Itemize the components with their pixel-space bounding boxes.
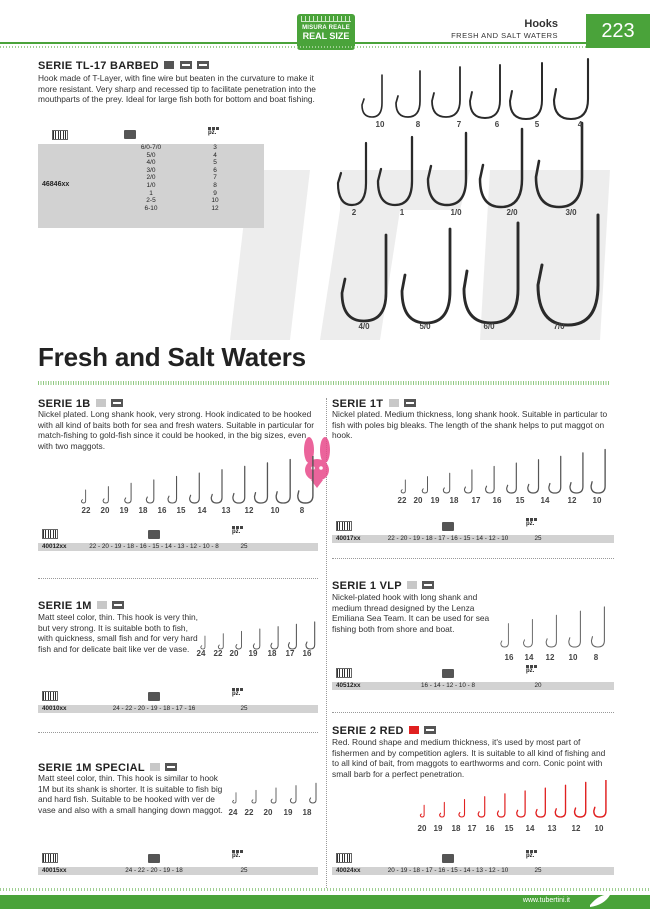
hook-size-label: 15	[176, 506, 186, 515]
hook-drawing	[594, 780, 606, 817]
pieces-label: pz.	[526, 521, 535, 527]
badge-line1: MISURA REALE	[302, 25, 350, 31]
barcode-icon	[336, 853, 352, 863]
hook-size-label: 3/0	[565, 208, 577, 217]
qty-cell: 25	[534, 535, 542, 542]
hook-size-label: 20	[413, 496, 423, 505]
tl17-qty-cell: 4	[213, 151, 217, 159]
hook-10	[362, 75, 382, 117]
matt-finish-icon	[150, 763, 160, 771]
product-code: 40012xx	[42, 543, 67, 550]
hook-size-label: 10	[270, 506, 280, 515]
hook-size-label: 14	[197, 506, 207, 515]
s1t-hooks-illustration	[392, 446, 614, 496]
hook-drawing	[252, 790, 256, 803]
tl17-qty-cell: 10	[211, 197, 219, 205]
hook-drawing	[523, 619, 532, 647]
hook-size-label: 19	[430, 496, 440, 505]
fish-icon	[404, 399, 416, 407]
pieces-icon	[230, 850, 250, 864]
hook-drawing	[253, 629, 259, 649]
hook-drawing	[190, 473, 200, 503]
tl17-code: 46846xx	[42, 181, 70, 188]
header-title: Hooks	[524, 18, 558, 30]
hook-drawing	[464, 470, 471, 493]
pieces-icon	[230, 688, 250, 702]
fish-icon	[111, 399, 123, 407]
hook-drawing	[570, 453, 583, 493]
hook-drawing	[125, 483, 131, 503]
hook-eye-icon	[197, 61, 209, 69]
hook-drawing	[233, 466, 245, 503]
hook-size-label: 20	[417, 824, 427, 833]
s1ms-table-header	[38, 850, 318, 866]
separator	[38, 578, 318, 579]
hook-drawing	[255, 463, 268, 503]
pieces-icon	[230, 526, 250, 540]
header-subtitle: FRESH AND SALT WATERS	[451, 31, 558, 40]
tl17-qty-cell: 3	[213, 144, 217, 151]
hook-size-label: 2	[351, 208, 357, 217]
hook-drawing	[401, 480, 405, 493]
hook-drawing	[420, 805, 424, 817]
hook-size-label: 20	[100, 506, 110, 515]
product-code: 40015xx	[42, 867, 67, 874]
pieces-label: pz.	[232, 853, 241, 859]
pieces-icon	[524, 665, 544, 679]
hook-drawing	[276, 460, 290, 503]
fish-icon	[422, 581, 434, 589]
hook-drawing	[591, 607, 604, 647]
tl17-size-cell: 1/0	[146, 181, 156, 189]
hook-drawing	[546, 615, 556, 647]
hook-drawing	[507, 463, 517, 493]
hook-box-icon	[148, 692, 160, 701]
s2red-hooks-illustration	[412, 780, 614, 820]
ruler-icon	[301, 16, 351, 22]
pieces-label: pz.	[526, 853, 535, 859]
tl17-qty-cell: 6	[213, 166, 217, 174]
hook-size-label: 7/0	[553, 322, 565, 331]
footer-url[interactable]: www.tubertini.it	[522, 897, 570, 904]
sizes-cell: 22 - 20 - 19 - 18 - 16 - 15 - 14 - 13 - 12 - 10 - 8	[89, 543, 219, 550]
hook-7	[432, 67, 460, 117]
tl17-sizes-column	[126, 144, 176, 212]
hook-size-label: 18	[302, 808, 312, 817]
s1m-title	[38, 600, 124, 612]
hook-size-label: 22	[213, 649, 223, 658]
hook-size-label: 12	[571, 824, 581, 833]
s1m-table-header	[38, 688, 318, 704]
matt-finish-icon	[97, 601, 107, 609]
hook-size-label: 18	[138, 506, 148, 515]
hook-drawing	[290, 786, 296, 803]
hook-size-label: 5/0	[419, 322, 431, 331]
hook-drawing	[517, 791, 525, 817]
tl17-title-text: SERIE TL-17 BARBED	[38, 60, 159, 72]
hook-drawing	[575, 782, 586, 817]
hook-size-label: 16	[492, 496, 502, 505]
hook-size-label: 22	[397, 496, 407, 505]
hook-drawing	[201, 636, 205, 649]
hook-box-icon	[442, 854, 454, 863]
qty-cell: 20	[534, 682, 542, 689]
tl17-qty-cell: 12	[211, 204, 219, 212]
hook-size-label: 13	[547, 824, 557, 833]
separator	[332, 558, 614, 559]
qty-cell: 25	[240, 867, 248, 874]
hook-6-0	[464, 223, 518, 323]
hook-size-label: 22	[244, 808, 254, 817]
s1b-table-row	[38, 543, 318, 551]
header-dotted-rule	[0, 46, 586, 48]
tl17-table	[38, 144, 264, 228]
barcode-icon	[42, 853, 58, 863]
black-finish-icon	[164, 61, 174, 69]
hook-size-label: 14	[525, 824, 535, 833]
fish-icon	[165, 763, 177, 771]
hook-size-label: 16	[504, 653, 514, 662]
page-number: 223	[586, 14, 650, 48]
s1t-table-header	[332, 518, 614, 534]
hook-box-icon	[442, 669, 454, 678]
s1b-description: Nickel plated. Long shank hook, very strong. Hook indicated to be hooked with all kind of baits both for sea and fresh waters. Suitable in particular for match-fishing to gold-fish since it could be hooked, in the big sizes, even with two maggots.	[38, 409, 315, 451]
pieces-label: pz.	[232, 691, 241, 697]
s1vlp-table-row	[332, 682, 614, 690]
s2red-table-row	[332, 867, 614, 875]
pieces-label: pz.	[232, 529, 241, 535]
hook-drawing	[536, 788, 545, 817]
hook-size-label: 19	[119, 506, 129, 515]
hook-3-0	[536, 123, 582, 207]
sizes-cell: 22 - 20 - 19 - 18 - 17 - 16 - 15 - 14 - 12 - 10	[387, 535, 509, 542]
hook-6	[470, 65, 500, 118]
hook-size-label: 18	[449, 496, 459, 505]
hook-size-label: 17	[471, 496, 481, 505]
hook-drawing	[497, 794, 504, 817]
hook-4	[554, 59, 588, 119]
hook-size-label: 19	[283, 808, 293, 817]
hook-size-label: 18	[451, 824, 461, 833]
hook-drawing	[528, 460, 539, 493]
hook-drawing	[440, 802, 445, 817]
s1m-hooks-illustration	[194, 618, 322, 652]
leaf-logo-icon	[588, 891, 612, 911]
tl17-qty-cell: 9	[213, 189, 217, 197]
hook-drawing	[288, 624, 296, 649]
s2red-title	[332, 725, 436, 737]
hook-drawing	[218, 634, 223, 649]
hook-box-icon	[124, 130, 136, 139]
hook-size-label: 6	[494, 120, 500, 129]
hook-size-label: 14	[540, 496, 550, 505]
product-code: 40024xx	[336, 867, 361, 874]
tl17-size-cell: 4/0	[146, 159, 156, 167]
hook-drawing	[271, 627, 278, 649]
hook-size-label: 14	[524, 653, 534, 662]
hook-drawing	[443, 473, 449, 493]
hook-size-label: 19	[248, 649, 258, 658]
hook-size-label: 10	[592, 496, 602, 505]
hook-5-0	[402, 229, 450, 323]
fish-icon	[112, 601, 124, 609]
hook-box-icon	[148, 530, 160, 539]
hook-size-label: 5	[534, 120, 540, 129]
nickel-finish-icon	[389, 399, 399, 407]
hook-drawing	[168, 476, 177, 503]
hook-1	[378, 137, 412, 205]
product-code: 40010xx	[42, 705, 67, 712]
hook-drawing	[236, 631, 242, 649]
barcode-icon	[336, 521, 352, 531]
s2red-title-text: SERIE 2 RED	[332, 725, 404, 737]
hook-size-label: 8	[415, 120, 421, 129]
hook-size-label: 4	[577, 120, 583, 129]
separator	[332, 712, 614, 713]
tl17-qty-column	[190, 144, 240, 212]
s1m-title-text: SERIE 1M	[38, 600, 92, 612]
hook-size-label: 13	[221, 506, 231, 515]
hook-size-label: 1/0	[450, 208, 462, 217]
hook-size-label: 19	[433, 824, 443, 833]
s1vlp-table-header	[332, 665, 614, 681]
sizes-cell: 16 - 14 - 12 - 10 - 8	[421, 682, 475, 689]
hook-drawing	[549, 456, 561, 493]
hook-drawing	[486, 466, 495, 493]
hook-1-0	[428, 133, 466, 205]
hook-drawing	[103, 487, 108, 503]
s1b-title-text: SERIE 1B	[38, 398, 91, 410]
hook-drawing	[233, 793, 236, 803]
tl17-qty-cell: 5	[213, 159, 217, 167]
barcode-icon	[42, 529, 58, 539]
sizes-cell: 20 - 19 - 18 - 17 - 16 - 15 - 14 - 13 - 12 - 10	[387, 867, 509, 874]
barcode-icon	[52, 130, 68, 140]
hook-size-label: 7	[456, 120, 462, 129]
s1vlp-hooks-illustration	[494, 598, 614, 650]
s1t-title-text: SERIE 1T	[332, 398, 384, 410]
nickel-finish-icon	[407, 581, 417, 589]
tl17-table-header	[38, 127, 264, 143]
s1t-description: Nickel plated. Medium thickness, long shank hook. Suitable in particular to fish with poles big bleaks. The length of the shank helps to put maggot on hook.	[332, 409, 608, 441]
hook-5	[510, 63, 542, 119]
hook-2	[338, 143, 366, 205]
s1m-description: Matt steel color, thin. This hook is very thin, but very strong. It is suitable both to fish, with quickness, small fish and for very hard fish and for delicate bait like ver de vase.	[38, 612, 198, 654]
hook-drawing	[459, 800, 465, 817]
tl17-size-cell: 6/0-7/0	[140, 144, 162, 151]
hook-size-label: 15	[515, 496, 525, 505]
hook-size-label: 10	[375, 120, 385, 129]
hook-size-label: 10	[568, 653, 578, 662]
section-title-rule	[38, 381, 610, 385]
hook-size-label: 20	[263, 808, 273, 817]
qty-cell: 25	[534, 867, 542, 874]
sizes-cell: 24 - 22 - 20 - 19 - 18	[125, 867, 183, 874]
hook-size-label: 2/0	[506, 208, 518, 217]
s1t-table-row	[332, 535, 614, 543]
fish-icon	[424, 726, 436, 734]
sizes-cell: 24 - 22 - 20 - 19 - 18 - 17 - 16	[112, 705, 196, 712]
s1ms-table-row	[38, 867, 318, 875]
s1ms-description: Matt steel color, thin. This hook is similar to hook 1M but its shank is shorter. It is suitable to fish big and hard fish. Suitable to be hooked with ver de vase and also with a small hanging down maggot.	[38, 773, 223, 815]
tl17-hooks-illustration	[330, 55, 620, 345]
pieces-icon	[524, 850, 544, 864]
hook-drawing	[146, 480, 153, 503]
red-finish-icon	[409, 726, 419, 734]
badge-line2: REAL SIZE	[302, 31, 350, 41]
hook-size-label: 6/0	[483, 322, 495, 331]
tl17-size-cell: 6-10	[144, 204, 158, 212]
pieces-label: pz.	[208, 130, 217, 136]
s1m-table-row	[38, 705, 318, 713]
separator	[38, 732, 318, 733]
hook-drawing	[569, 611, 581, 647]
s1vlp-title	[332, 580, 434, 592]
hook-size-label: 17	[467, 824, 477, 833]
tl17-qty-cell: 8	[213, 181, 217, 189]
tl17-size-cell: 5/0	[146, 151, 156, 159]
hook-size-label: 16	[157, 506, 167, 515]
hook-drawing	[211, 470, 222, 503]
barcode-icon	[336, 668, 352, 678]
hook-drawing	[591, 450, 605, 493]
hook-drawing	[478, 797, 485, 817]
hook-size-label: 12	[545, 653, 555, 662]
real-size-badge	[297, 14, 355, 50]
section-title: Fresh and Salt Waters	[38, 342, 306, 372]
hook-drawing	[306, 622, 315, 649]
tl17-size-cell: 2/0	[146, 174, 156, 182]
nickel-finish-icon	[96, 399, 106, 407]
hook-size-label: 15	[504, 824, 514, 833]
product-code: 40512xx	[336, 682, 361, 689]
s1b-hooks-illustration	[72, 456, 322, 506]
hook-size-label: 16	[485, 824, 495, 833]
hook-size-label: 24	[228, 808, 238, 817]
hook-box-icon	[442, 522, 454, 531]
header-rule	[0, 42, 586, 44]
barcode-icon	[42, 691, 58, 701]
tl17-description: Hook made of T-Layer, with fine wire but beaten in the curvature to make it more resistant. Very sharp and recessed tip to facilitate penetration into the mouthparts of the prey. Ideal for large fish both for bottom and boat fishing.	[38, 73, 316, 105]
hook-size-label: 1	[399, 208, 405, 217]
tl17-size-cell: 2-5	[146, 197, 156, 205]
pieces-icon	[524, 518, 544, 532]
s1b-table-header	[38, 526, 318, 542]
hook-size-label: 24	[196, 649, 206, 658]
hook-size-label: 17	[285, 649, 295, 658]
hook-8	[396, 71, 420, 117]
tl17-size-cell: 1	[149, 189, 153, 197]
hook-2-0	[480, 129, 522, 207]
s1ms-title-text: SERIE 1M SPECIAL	[38, 762, 145, 774]
pieces-label: pz.	[526, 668, 535, 674]
hook-size-label: 8	[299, 506, 305, 515]
s1vlp-description: Nickel-plated hook with long shank and medium thread designed by the Lenza Emiliana Sea Team. It can be used for sea fishing both from shore and boat.	[332, 592, 490, 634]
hook-box-icon	[148, 854, 160, 863]
s1vlp-title-text: SERIE 1 VLP	[332, 580, 402, 592]
hook-size-label: 22	[81, 506, 91, 515]
hook-drawing	[298, 456, 313, 503]
hook-size-label: 4/0	[358, 322, 370, 331]
hook-size-label: 16	[302, 649, 312, 658]
hook-drawing	[310, 783, 316, 803]
hook-4-0	[342, 235, 386, 321]
footer-dotted-rule	[0, 888, 650, 891]
hook-drawing	[501, 624, 509, 647]
hook-drawing	[81, 490, 85, 503]
hook-size-label: 12	[244, 506, 254, 515]
hook-size-label: 20	[229, 649, 239, 658]
hook-drawing	[422, 477, 427, 493]
s1ms-hooks-illustration	[224, 780, 324, 806]
qty-cell: 25	[240, 705, 248, 712]
tl17-size-cell: 3/0	[146, 166, 156, 174]
hook-drawing	[271, 788, 276, 803]
fish-icon	[180, 61, 192, 69]
s2red-description: Red. Round shape and medium thickness, it's used by most part of fishermen and by competition aglers. It is suitable to all kind of fishing and to all kind of bait, from maggots to earthworms and corn. Conic point with small barb for a perfect penetration.	[332, 737, 606, 779]
product-code: 40017xx	[336, 535, 361, 542]
hook-size-label: 8	[593, 653, 599, 662]
qty-cell: 25	[240, 543, 248, 550]
hook-7-0	[538, 215, 598, 325]
s2red-table-header	[332, 850, 614, 866]
hook-size-label: 18	[267, 649, 277, 658]
hook-size-label: 12	[567, 496, 577, 505]
tl17-title	[38, 60, 209, 72]
hook-size-label: 10	[594, 824, 604, 833]
pieces-icon	[206, 127, 226, 141]
hook-drawing	[555, 785, 565, 817]
tl17-qty-cell: 7	[213, 174, 217, 182]
